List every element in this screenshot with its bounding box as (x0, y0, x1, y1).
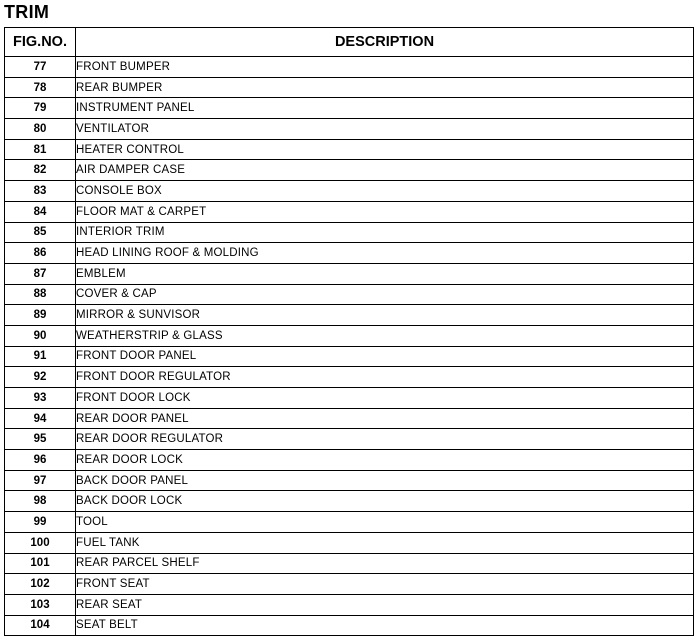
table-row (5, 615, 694, 636)
fig-number: 90 (5, 325, 76, 346)
table-row (5, 367, 694, 388)
fig-number: 83 (5, 181, 76, 202)
parts-table (4, 27, 694, 636)
table-row (5, 532, 694, 553)
fig-number: 88 (5, 284, 76, 305)
table-row (5, 181, 694, 202)
fig-number: 84 (5, 201, 76, 222)
fig-number: 98 (5, 491, 76, 512)
table-body (5, 57, 694, 636)
table-row (5, 284, 694, 305)
fig-number: 89 (5, 305, 76, 326)
part-description: INTERIOR TRIM (76, 222, 694, 243)
table-row (5, 408, 694, 429)
part-description: HEAD LINING ROOF & MOLDING (76, 243, 694, 264)
part-description: BACK DOOR PANEL (76, 470, 694, 491)
part-description: FRONT DOOR REGULATOR (76, 367, 694, 388)
fig-number: 101 (5, 553, 76, 574)
part-description: FRONT SEAT (76, 574, 694, 595)
part-description: REAR DOOR REGULATOR (76, 429, 694, 450)
fig-number: 86 (5, 243, 76, 264)
table-row (5, 594, 694, 615)
part-description: REAR BUMPER (76, 77, 694, 98)
fig-number: 92 (5, 367, 76, 388)
table-row (5, 388, 694, 409)
table-row (5, 119, 694, 140)
fig-number: 78 (5, 77, 76, 98)
part-description: FUEL TANK (76, 532, 694, 553)
part-description: HEATER CONTROL (76, 139, 694, 160)
part-description: FRONT DOOR PANEL (76, 346, 694, 367)
table-header-row (5, 28, 694, 57)
fig-number: 94 (5, 408, 76, 429)
part-description: WEATHERSTRIP & GLASS (76, 325, 694, 346)
fig-number: 91 (5, 346, 76, 367)
part-description: SEAT BELT (76, 615, 694, 636)
table-row (5, 512, 694, 533)
fig-number: 97 (5, 470, 76, 491)
table-row (5, 491, 694, 512)
part-description: TOOL (76, 512, 694, 533)
fig-number: 82 (5, 160, 76, 181)
section-title: TRIM (4, 2, 50, 22)
part-description: FRONT DOOR LOCK (76, 388, 694, 409)
fig-number: 77 (5, 57, 76, 78)
fig-number: 80 (5, 119, 76, 140)
table-row (5, 325, 694, 346)
table-row (5, 139, 694, 160)
fig-number: 95 (5, 429, 76, 450)
part-description: REAR DOOR LOCK (76, 450, 694, 471)
part-description: VENTILATOR (76, 119, 694, 140)
fig-number: 79 (5, 98, 76, 119)
fig-number: 99 (5, 512, 76, 533)
part-description: REAR SEAT (76, 594, 694, 615)
table-row (5, 470, 694, 491)
fig-number: 93 (5, 388, 76, 409)
fig-number: 81 (5, 139, 76, 160)
fig-number: 102 (5, 574, 76, 595)
part-description: AIR DAMPER CASE (76, 160, 694, 181)
table-row (5, 429, 694, 450)
table-row (5, 263, 694, 284)
table-row (5, 243, 694, 264)
fig-number: 104 (5, 615, 76, 636)
table-row (5, 98, 694, 119)
part-description: REAR PARCEL SHELF (76, 553, 694, 574)
table-row (5, 305, 694, 326)
table-row (5, 346, 694, 367)
fig-number: 100 (5, 532, 76, 553)
table-row (5, 553, 694, 574)
part-description: REAR DOOR PANEL (76, 408, 694, 429)
fig-number: 96 (5, 450, 76, 471)
table-row (5, 77, 694, 98)
part-description: FRONT BUMPER (76, 57, 694, 78)
part-description: BACK DOOR LOCK (76, 491, 694, 512)
part-description: CONSOLE BOX (76, 181, 694, 202)
fig-number: 87 (5, 263, 76, 284)
part-description: MIRROR & SUNVISOR (76, 305, 694, 326)
fig-number: 103 (5, 594, 76, 615)
part-description: INSTRUMENT PANEL (76, 98, 694, 119)
part-description: FLOOR MAT & CARPET (76, 201, 694, 222)
part-description: COVER & CAP (76, 284, 694, 305)
table-row (5, 160, 694, 181)
part-description: EMBLEM (76, 263, 694, 284)
table-row (5, 450, 694, 471)
description-header: DESCRIPTION (76, 28, 694, 57)
table-row (5, 222, 694, 243)
table-row (5, 574, 694, 595)
table-row (5, 57, 694, 78)
table-row (5, 201, 694, 222)
fig-no-header: FIG.NO. (5, 28, 76, 57)
fig-number: 85 (5, 222, 76, 243)
